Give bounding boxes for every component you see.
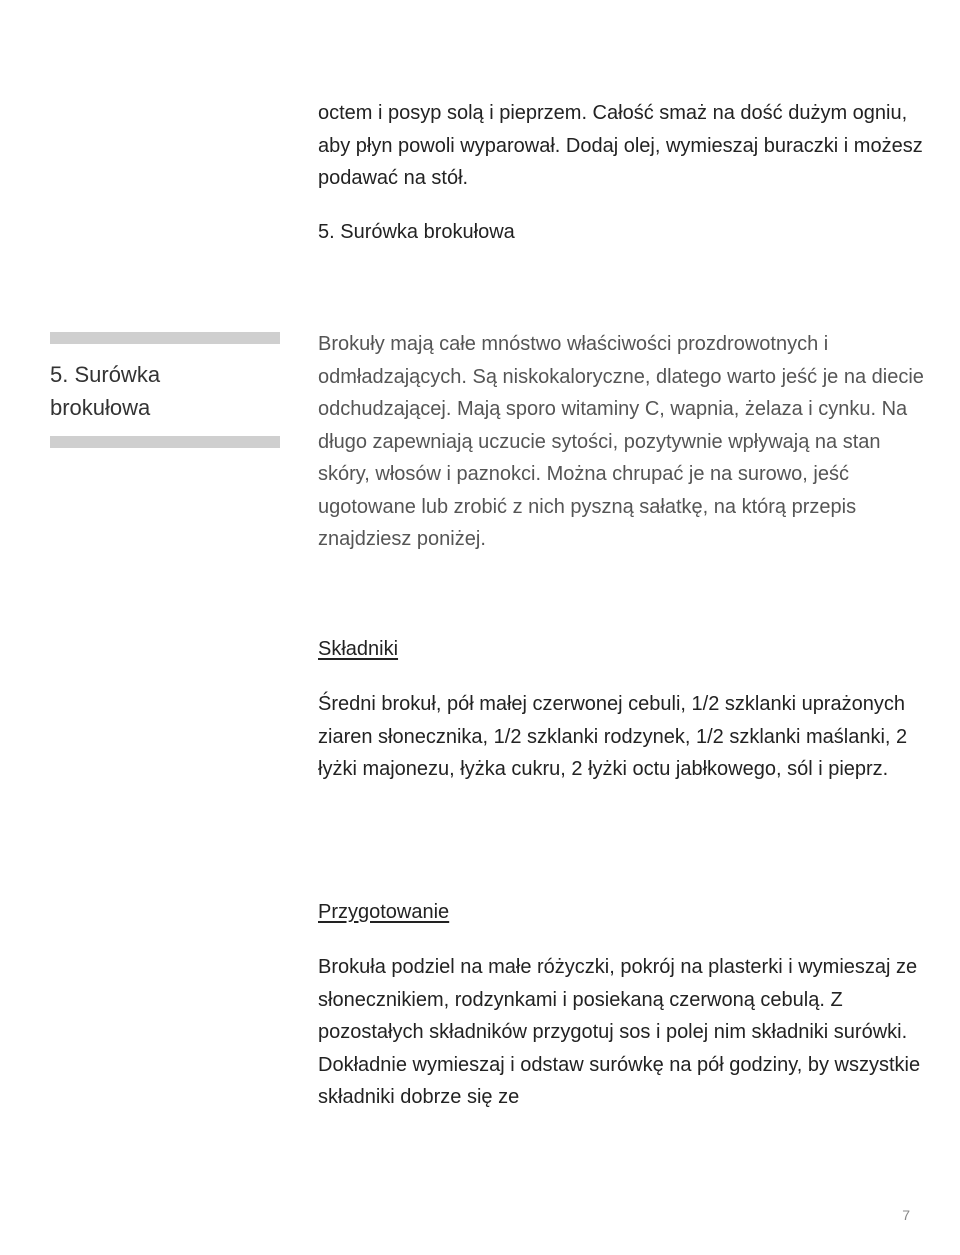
sidebar-title <box>50 358 280 424</box>
ingredients-paragraph: Średni brokuł, pół małej czerwonej cebuli, 1/2 szklanki uprażonych ziaren słonecznika, 1/2 szklanki rodzynek, 1/2 szklanki maślanki, 2 łyżki majonezu, łyżka cukru, 2 łyżki octu jabłkowego, sól i pieprz. <box>318 693 908 780</box>
section-heading: 5. Surówka brokułowa <box>318 220 515 243</box>
preparation-paragraph: Brokuła podziel na małe różyczki, pokrój na plasterki i wymieszaj ze słonecznikiem, rodzynkami i posiekaną czerwoną cebulą. Z pozostałych składników przygotuj sos i polej nim składniki surówki. Dokładnie wymieszaj i odstaw surówkę na pół godziny, by wszystkie składniki dobrze się ze <box>318 956 921 1108</box>
intro-paragraph: octem i posyp solą i pieprzem. Całość smaż na dość dużym ogniu, aby płyn powoli wyparował. Dodaj olej, wymieszaj buraczki i możesz podawać na stół. <box>318 102 923 189</box>
main-content <box>318 97 928 248</box>
sidebar-bottom-bar <box>50 436 280 448</box>
page-number: 7 <box>902 1207 910 1223</box>
sidebar-title-line1: 5. Surówka <box>50 362 161 387</box>
sidebar-top-bar <box>50 332 280 344</box>
sidebar-title-line2: brokułowa <box>50 395 151 420</box>
description-paragraph: Brokuły mają całe mnóstwo właściwości prozdrowotnych i odmładzających. Są niskokaloryczne, dlatego warto jeść je na diecie odchudzającej. Mają sporo witaminy C, wapnia, żelaza i cynku. Na długo zapewniają uczucie sytości, pozytywnie wpływają na stan skóry, włosów i paznokci. Można chrupać je na surowo, jeść ugotowane lub zrobić z nich pyszną sałatkę, na którą przepis znajdziesz poniżej. <box>318 333 924 550</box>
sidebar-callout <box>50 332 280 448</box>
ingredients-heading: Składniki <box>318 638 399 660</box>
preparation-heading: Przygotowanie <box>318 901 450 923</box>
